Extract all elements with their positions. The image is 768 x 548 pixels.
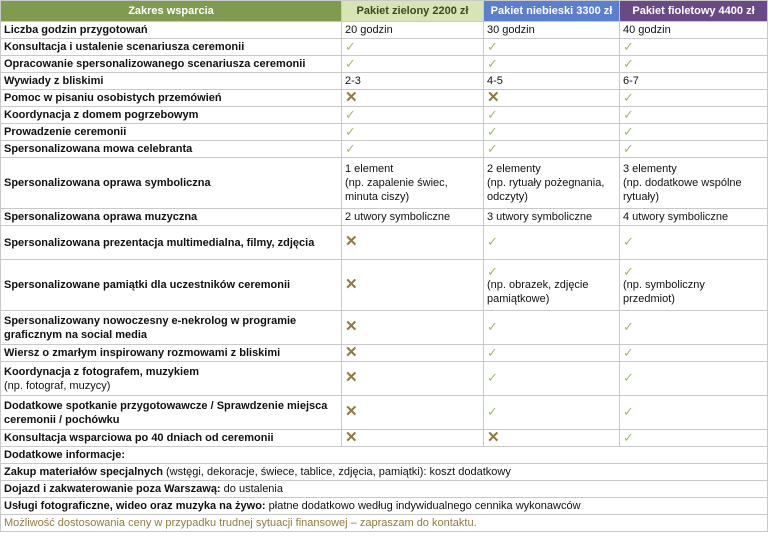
table-row: [1, 90, 768, 107]
table-row: [1, 209, 768, 226]
row-label: Konsultacja i ustalenie scenariusza ceremonii: [1, 39, 342, 56]
check-icon: ✓: [487, 344, 498, 360]
header-green-package: Pakiet zielony 2200 zł: [342, 1, 484, 22]
check-icon: ✓: [345, 140, 356, 156]
table-row: [1, 430, 768, 447]
check-icon: ✓: [623, 404, 634, 419]
cell-value: 2 utwory symboliczne: [342, 209, 484, 226]
row-label: Konsultacja wsparciowa po 40 dniach od ceremonii: [1, 430, 342, 447]
table-row: [1, 345, 768, 362]
table-row: [1, 226, 768, 260]
cell-line: rytuały): [623, 191, 660, 203]
check-icon: ✓: [623, 106, 634, 122]
check-icon: ✓: [487, 404, 498, 419]
row-label: Wiersz o zmarłym inspirowany rozmowami z bliskimi: [1, 345, 342, 362]
row-label-line: (np. fotograf, muzycy): [4, 379, 111, 392]
cross-icon: ✕: [345, 403, 358, 420]
cell-value: 3 utwory symboliczne: [484, 209, 620, 226]
check-icon: ✓: [623, 234, 634, 249]
check-icon: ✓: [487, 106, 498, 122]
row-label: Pomoc w pisaniu osobistych przemówień: [1, 90, 342, 107]
info-text: płatne dodatkowo według indywidualnego cennika wykonawców: [265, 500, 581, 512]
check-icon: ✓: [345, 38, 356, 54]
table-row: [1, 141, 768, 158]
info-row: [1, 481, 768, 498]
header-row: [1, 1, 768, 22]
cell-value: 2-3: [342, 73, 484, 90]
row-label: Spersonalizowana mowa celebranta: [1, 141, 342, 158]
info-row: [1, 464, 768, 481]
row-label-line: Koordynacja z fotografem, muzykiem: [4, 365, 199, 378]
cross-icon: ✕: [487, 88, 500, 106]
note-row: [1, 515, 768, 532]
cell-line: pamiątkowe): [487, 292, 550, 305]
cross-icon: ✕: [345, 343, 358, 361]
row-label: Spersonalizowane pamiątki dla uczestników ceremonii: [1, 260, 342, 311]
cell-line: (np. dodatkowe wspólne: [623, 177, 742, 189]
row-label: [1, 396, 342, 430]
price-note: Możliwość dostosowania ceny w przypadku trudnej sytuacji finansowej – zapraszam do kontaktu.: [1, 515, 768, 532]
check-icon: ✓: [487, 38, 498, 54]
info-text: do ustalenia: [220, 483, 283, 495]
row-label: Spersonalizowana oprawa symboliczna: [1, 158, 342, 209]
table-row: [1, 396, 768, 430]
check-icon: ✓: [345, 123, 356, 139]
check-icon: ✓: [487, 234, 498, 249]
check-icon: ✓: [623, 89, 634, 105]
row-label: Wywiady z bliskimi: [1, 73, 342, 90]
header-violet-package: Pakiet fioletowy 4400 zł: [620, 1, 768, 22]
cell-line: minuta ciszy): [345, 191, 410, 203]
row-label-line: ceremonii / pochówku: [4, 413, 120, 426]
check-icon: ✓: [623, 344, 634, 360]
cross-icon: ✕: [345, 369, 358, 386]
info-line: [1, 464, 768, 481]
cell-line: odczyty): [487, 191, 528, 203]
cell-value: [620, 158, 768, 209]
table-row: [1, 260, 768, 311]
cell-value: [342, 158, 484, 209]
row-label-line: graficznym na social media: [4, 328, 148, 341]
info-title: Dodatkowe informacje:: [1, 447, 768, 464]
row-label-line: Spersonalizowany nowoczesny e-nekrolog w programie: [4, 314, 297, 327]
cross-icon: ✕: [487, 428, 500, 446]
cell-line: (np. symboliczny: [623, 278, 705, 291]
cell-line: (np. obrazek, zdjęcie: [487, 278, 589, 291]
cell-line: przedmiot): [623, 292, 675, 305]
info-line: [1, 498, 768, 515]
check-icon: ✓: [623, 429, 634, 445]
cell-value: 4-5: [484, 73, 620, 90]
info-text: (wstęgi, dekoracje, świece, tablice, zdjęcia, pamiątki): koszt dodatkowy: [162, 466, 511, 478]
cell-value: [484, 158, 620, 209]
check-icon: ✓: [487, 263, 498, 279]
header-blue-package: Pakiet niebieski 3300 zł: [484, 1, 620, 22]
row-label: Prowadzenie ceremonii: [1, 124, 342, 141]
table-row: [1, 124, 768, 141]
cell-value: 30 godzin: [484, 22, 620, 39]
row-label: [1, 311, 342, 345]
table-row: [1, 311, 768, 345]
row-label: Opracowanie spersonalizowanego scenariusza ceremonii: [1, 56, 342, 73]
cell-value: [484, 260, 620, 311]
check-icon: ✓: [623, 319, 634, 334]
info-bold: Zakup materiałów specjalnych: [4, 466, 163, 478]
cell-value: 20 godzin: [342, 22, 484, 39]
cell-value: 4 utwory symboliczne: [620, 209, 768, 226]
table-row: [1, 158, 768, 209]
check-icon: ✓: [623, 123, 634, 139]
info-bold: Dojazd i zakwaterowanie poza Warszawą:: [4, 483, 221, 495]
cell-line: 3 elementy: [623, 163, 677, 175]
check-icon: ✓: [487, 123, 498, 139]
cross-icon: ✕: [345, 428, 358, 446]
cross-icon: ✕: [345, 318, 358, 335]
check-icon: ✓: [487, 319, 498, 334]
cell-line: 1 element: [345, 163, 394, 175]
table-row: [1, 22, 768, 39]
cell-line: (np. zapalenie świec,: [345, 177, 448, 189]
table-row: [1, 39, 768, 56]
check-icon: ✓: [487, 55, 498, 71]
table-row: [1, 73, 768, 90]
row-label-line: Dodatkowe spotkanie przygotowawcze / Sprawdzenie miejsca: [4, 399, 328, 412]
cell-line: 2 elementy: [487, 163, 541, 175]
table-row: [1, 107, 768, 124]
check-icon: ✓: [345, 106, 356, 122]
row-label: Spersonalizowana oprawa muzyczna: [1, 209, 342, 226]
cell-value: 6-7: [620, 73, 768, 90]
check-icon: ✓: [623, 140, 634, 156]
row-label: [1, 362, 342, 396]
cross-icon: ✕: [345, 88, 358, 106]
check-icon: ✓: [345, 55, 356, 71]
info-line: [1, 481, 768, 498]
info-title-row: [1, 447, 768, 464]
table-row: [1, 56, 768, 73]
row-label: Liczba godzin przygotowań: [1, 22, 342, 39]
cross-icon: ✕: [345, 275, 358, 293]
table-row: [1, 362, 768, 396]
check-icon: ✓: [487, 140, 498, 156]
cell-value: [620, 260, 768, 311]
info-row: [1, 498, 768, 515]
cross-icon: ✕: [345, 233, 358, 250]
check-icon: ✓: [623, 55, 634, 71]
header-feature: Zakres wsparcia: [1, 1, 342, 22]
check-icon: ✓: [623, 263, 634, 279]
cell-line: (np. rytuały pożegnania,: [487, 177, 605, 189]
check-icon: ✓: [623, 38, 634, 54]
cell-value: 40 godzin: [620, 22, 768, 39]
check-icon: ✓: [487, 370, 498, 385]
check-icon: ✓: [623, 370, 634, 385]
info-bold: Usługi fotograficzne, wideo oraz muzyka na żywo:: [4, 500, 266, 512]
row-label: Koordynacja z domem pogrzebowym: [1, 107, 342, 124]
row-label: Spersonalizowana prezentacja multimedialna, filmy, zdjęcia: [1, 226, 342, 260]
